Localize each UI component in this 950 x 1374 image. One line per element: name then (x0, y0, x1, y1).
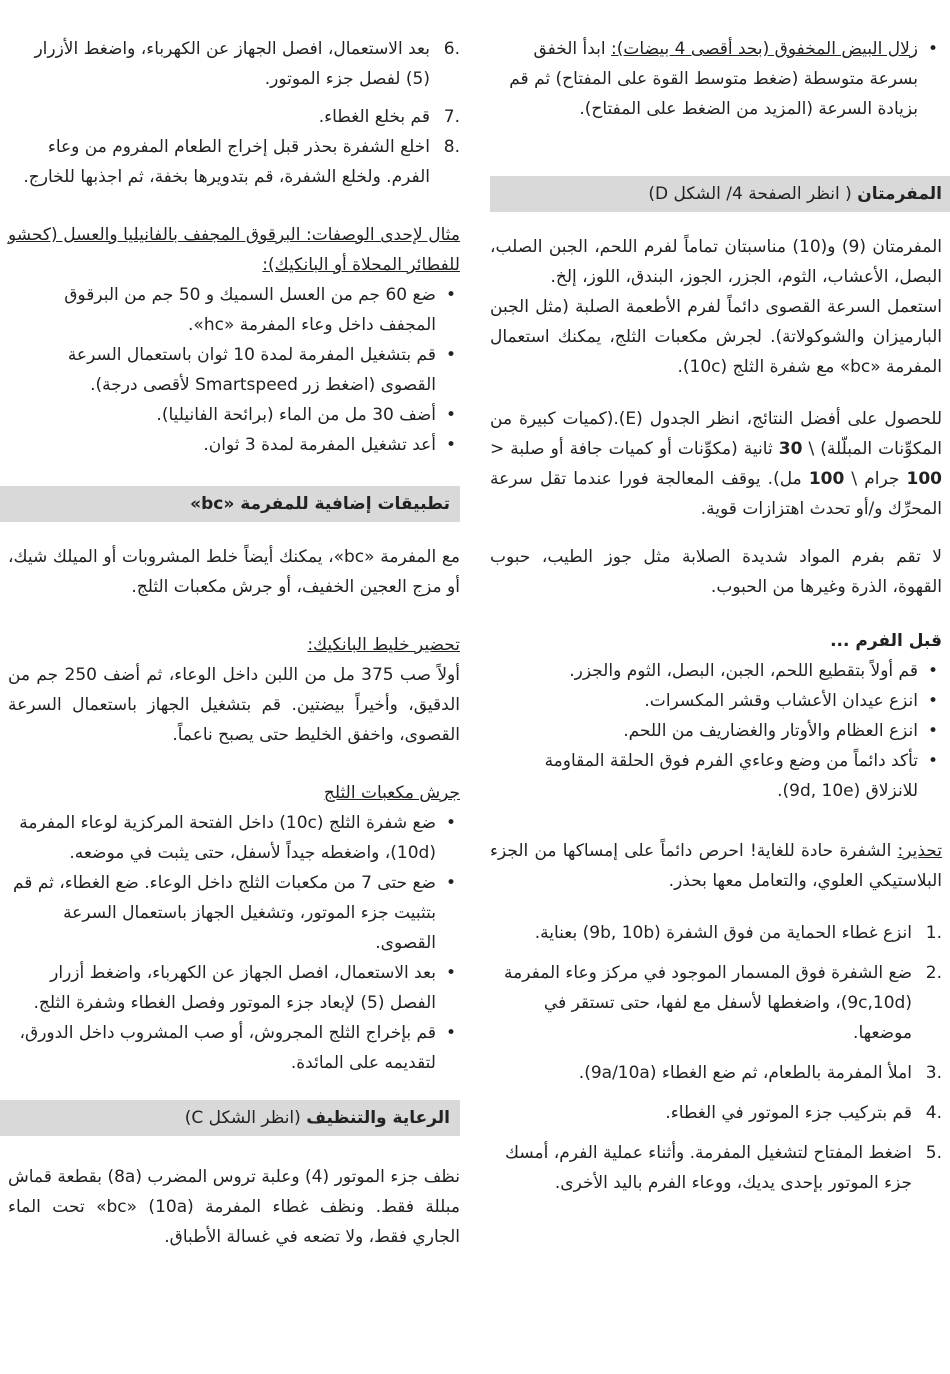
right-column (490, 34, 942, 1198)
list-item: • قم بتشغيل المفرمة لمدة 10 ثوان باستعمال السرعة القصوى (اضغط زر Smartspeed لأقصى درجة). (8, 340, 460, 400)
step-item (8, 132, 460, 192)
results-text-2: ثانية (مكوِّنات أو كميات جافة أو صلبة < (490, 439, 779, 459)
list-item: • قم أولاً بتقطيع اللحم، الجبن، البصل، الثوم والجزر. (490, 656, 942, 686)
before-chopping-heading: قبل الفرم ... (830, 631, 942, 651)
step-number: 7. (443, 107, 460, 127)
step-text: انزع غطاء الحماية من فوق الشفرة (9b, 10b) بعناية. (534, 923, 912, 943)
step-text: قم بخلع الغطاء. (318, 107, 430, 127)
results-seconds: 30 (778, 439, 803, 459)
chopping-steps (490, 918, 942, 1198)
left-column (8, 34, 460, 1252)
step-text: املأ المفرمة بالطعام، ثم ضع الغطاء (9a/10a). (578, 1063, 912, 1083)
egg-white-item (490, 34, 942, 124)
results-grams: 100 (906, 469, 943, 489)
step-item (8, 102, 460, 132)
bc-heading: تطبيقات إضافية للمفرمة «bc» (0, 486, 460, 522)
warning-label: تحذير: (897, 841, 942, 861)
step-number: 5. (925, 1143, 942, 1163)
results-text-3: جرام \ (844, 469, 907, 489)
hard-foods-note: لا تقم بفرم المواد شديدة الصلابة مثل جوز الطيب، حبوب القهوة، الذرة وغيرها من الحبوب. (490, 547, 942, 597)
step-number: 4. (925, 1103, 942, 1123)
care-heading (0, 1100, 460, 1136)
recipe-title: مثال لإحدى الوصفات: البرقوق المجفف بالفانيليا والعسل (كحشو للفطائر المحلاة أو البانكيك): (8, 225, 460, 275)
list-item: • تأكد دائماً من وضع وعاءي الفرم فوق الحلقة المقاومة للانزلاق (9d, 10e). (490, 746, 942, 806)
step-item (490, 918, 942, 948)
step-item (8, 34, 460, 94)
recipe-list (8, 280, 460, 460)
list-item: • ضع 60 جم من العسل السميك و 50 جم من البرقوق المجفف داخل وعاء المفرمة «hc». (8, 280, 460, 340)
care-heading-ref: (انظر الشكل C) (184, 1108, 307, 1128)
egg-white-list (490, 34, 942, 124)
egg-white-text: ابدأ الخفق بسرعة متوسطة (ضغط متوسط القوة على المفتاح) ثم قم بزيادة السرعة (المزيد من الضغط على المفتاح). (509, 39, 918, 119)
ice-list (8, 808, 460, 1078)
mills-paragraph-1: المفرمتان (9) و(10) مناسبتان تماماً لفرم اللحم، الجبن الصلب، البصل، الأعشاب، الثوم، الجزر، الجوز، البندق، اللوز، إلخ. (490, 237, 942, 287)
list-item: • ضع حتى 7 من مكعبات الثلج داخل الوعاء. ضع الغطاء، ثم قم بتثبيت جزء الموتور، وتشغيل الجهاز باستعمال السرعة القصوى. (8, 868, 460, 958)
results-paragraph (490, 404, 942, 524)
step-number: 6. (443, 39, 460, 59)
list-item: • قم بإخراج الثلج المجروش، أو صب المشروب داخل الدورق، لتقديمه على المائدة. (8, 1018, 460, 1078)
mills-heading-bold: المفرمتان (857, 184, 942, 204)
step-item (490, 958, 942, 1048)
bc-intro: مع المفرمة «bc»، يمكنك أيضاً خلط المشروبات أو الميلك شيك، أو مزج العجين الخفيف، أو جرش مكعبات الثلج. (8, 547, 460, 597)
step-text: بعد الاستعمال، افصل الجهاز عن الكهرباء، واضغط الأزرار (5) لفصل جزء الموتور. (34, 39, 430, 89)
step-number: 3. (925, 1063, 942, 1083)
warning-text: الشفرة حادة للغاية! احرص دائماً على إمساكها من الجزء البلاستيكي العلوي، والتعامل معها بحذر. (490, 841, 942, 891)
list-item: • انزع عيدان الأعشاب وقشر المكسرات. (490, 686, 942, 716)
results-text-4: مل). يوقف المعالجة فورا عندما تقل سرعة المحرِّك و/أو تحدث اهتزازات قوية. (490, 469, 942, 519)
step-number: 2. (925, 963, 942, 983)
step-text: اخلع الشفرة بحذر قبل إخراج الطعام المفروم من وعاء الفرم. ولخلع الشفرة، قم بتدويرها بخفة، ثم اجذبها للخارج. (23, 137, 430, 187)
care-heading-bold: الرعاية والتنظيف (306, 1108, 450, 1128)
warning-paragraph (490, 836, 942, 896)
step-item (490, 1138, 942, 1198)
list-item: • أعد تشغيل المفرمة لمدة 3 ثوان. (8, 430, 460, 460)
step-number: 8. (443, 137, 460, 157)
mills-heading (490, 176, 950, 212)
step-number: 1. (925, 923, 942, 943)
list-item: • بعد الاستعمال، افصل الجهاز عن الكهرباء، واضغط أزرار الفصل (5) لإبعاد جزء الموتور وفصل الغطاء وشفرة الثلج. (8, 958, 460, 1018)
before-chopping-list (490, 656, 942, 806)
pancake-title: تحضير خليط البانكيك: (307, 635, 460, 655)
care-text: نظف جزء الموتور (4) وعلبة تروس المضرب (8a) بقطعة قماش مبللة فقط. ونظف غطاء المفرمة (10a) «bc» تحت الماء الجاري فقط، ولا تضعه في غسالة الأطباق. (8, 1167, 461, 1247)
list-item: • انزع العظام والأوتار والغضاريف من اللحم. (490, 716, 942, 746)
step-item (490, 1098, 942, 1128)
ice-title: جرش مكعبات الثلج (323, 783, 460, 803)
chopping-steps-continued (8, 34, 460, 192)
step-text: قم بتركيب جزء الموتور في الغطاء. (665, 1103, 912, 1123)
pancake-text: أولاً صب 375 مل من اللبن داخل الوعاء، ثم أضف 250 جم من الدقيق، وأخيراً بيضتين. قم بتشغيل الجهاز باستعمال السرعة القصوى، واخفق الخليط حتى يصبح ناعماً. (8, 665, 460, 745)
egg-white-label: زلال البيض المخفوق (بحد أقصى 4 بيضات): (611, 39, 918, 59)
step-item (490, 1058, 942, 1088)
mills-heading-ref: ( انظر الصفحة 4/ الشكل D) (648, 184, 858, 204)
step-text: اضغط المفتاح لتشغيل المفرمة. وأثناء عملية الفرم، أمسك جزء الموتور بإحدى يديك، ووعاء الفرم باليد الأخرى. (505, 1143, 912, 1193)
results-text-1: للحصول على أفضل النتائج، انظر الجدول (E).(كميات كبيرة من المكوِّنات المبلّلة) \ (490, 409, 943, 459)
list-item: • أضف 30 مل من الماء (برائحة الفانيليا). (8, 400, 460, 430)
results-ml: 100 (808, 469, 845, 489)
mills-paragraph-2: استعمل السرعة القصوى دائماً لفرم الأطعمة الصلبة (مثل الجبن البارميزان والشوكولاتة). لجرش مكعبات الثلج، يمكنك استعمال المفرمة «bc» مع شفرة الثلج (10c). (490, 297, 942, 377)
list-item: • ضع شفرة الثلج (10c) داخل الفتحة المركزية لوعاء المفرمة (10d)، واضغطه جيداً لأسفل، حتى يثبت في موضعه. (8, 808, 460, 868)
step-text: ضع الشفرة فوق المسمار الموجود في مركز وعاء المفرمة (9c,10d)، واضغطها لأسفل مع لفها، حتى تستقر في موضعها. (504, 963, 912, 1043)
